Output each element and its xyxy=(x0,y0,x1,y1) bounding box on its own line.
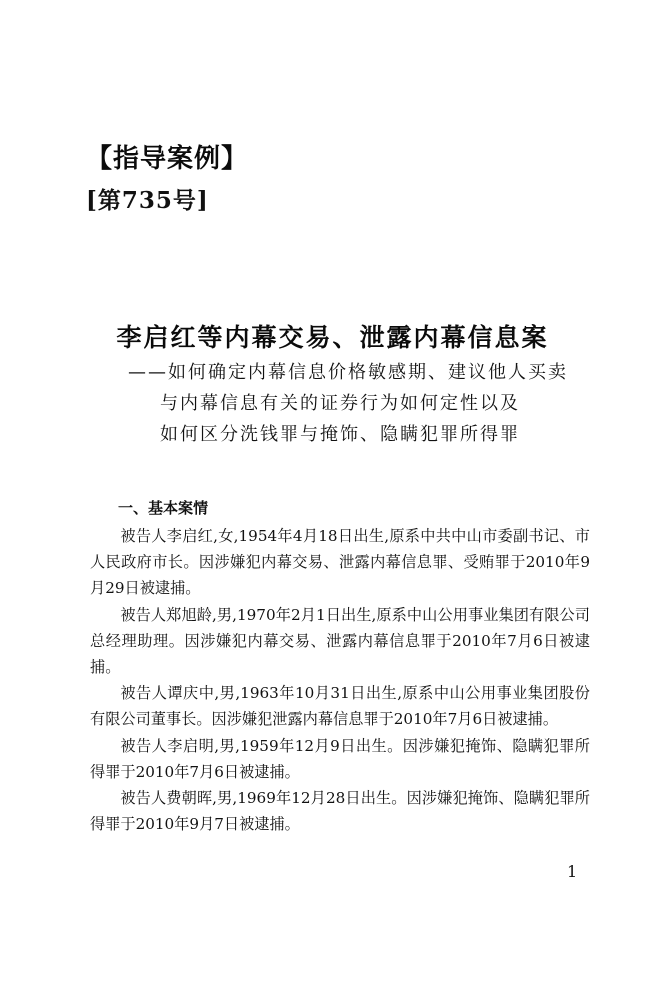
page-number: 1 xyxy=(567,862,578,881)
paragraph-defendant-4: 被告人李启明,男,1959年12月9日出生。因涉嫌犯掩饰、隐瞒犯罪所得罪于2010年7月6日被逮捕。 xyxy=(90,736,590,781)
case-number: [第735号] xyxy=(86,187,209,214)
case-facts-body xyxy=(90,523,590,837)
section-heading: 一、基本案情 xyxy=(118,499,209,517)
subtitle-line-3: 如何区分洗钱罪与掩饰、隐瞒犯罪所得罪 xyxy=(160,424,520,445)
paragraph-defendant-1: 被告人李启红,女,1954年4月18日出生,原系中共中山市委副书记、市人民政府市长。因涉嫌犯内幕交易、泄露内幕信息罪、受贿罪于2010年9月29日被逮捕。 xyxy=(90,527,590,598)
paragraph-defendant-5: 被告人费朝晖,男,1969年12月28日出生。因涉嫌犯掩饰、隐瞒犯罪所得罪于2010年9月7日被逮捕。 xyxy=(90,789,590,834)
guide-case-label: 【指导案例】 xyxy=(86,144,249,174)
paragraph-defendant-2: 被告人郑旭龄,男,1970年2月1日出生,原系中山公用事业集团有限公司总经理助理。因涉嫌犯内幕交易、泄露内幕信息罪于2010年7月6日被逮捕。 xyxy=(90,605,590,677)
paragraph-defendant-3: 被告人谭庆中,男,1963年10月31日出生,原系中山公用事业集团股份有限公司董事长。因涉嫌犯泄露内幕信息罪于2010年7月6日被逮捕。 xyxy=(90,684,590,729)
subtitle-line-1: ——如何确定内幕信息价格敏感期、建议他人买卖 xyxy=(128,362,568,383)
subtitle-line-2: 与内幕信息有关的证券行为如何定性以及 xyxy=(160,393,520,414)
case-title: 李启红等内幕交易、泄露内幕信息案 xyxy=(116,323,549,352)
